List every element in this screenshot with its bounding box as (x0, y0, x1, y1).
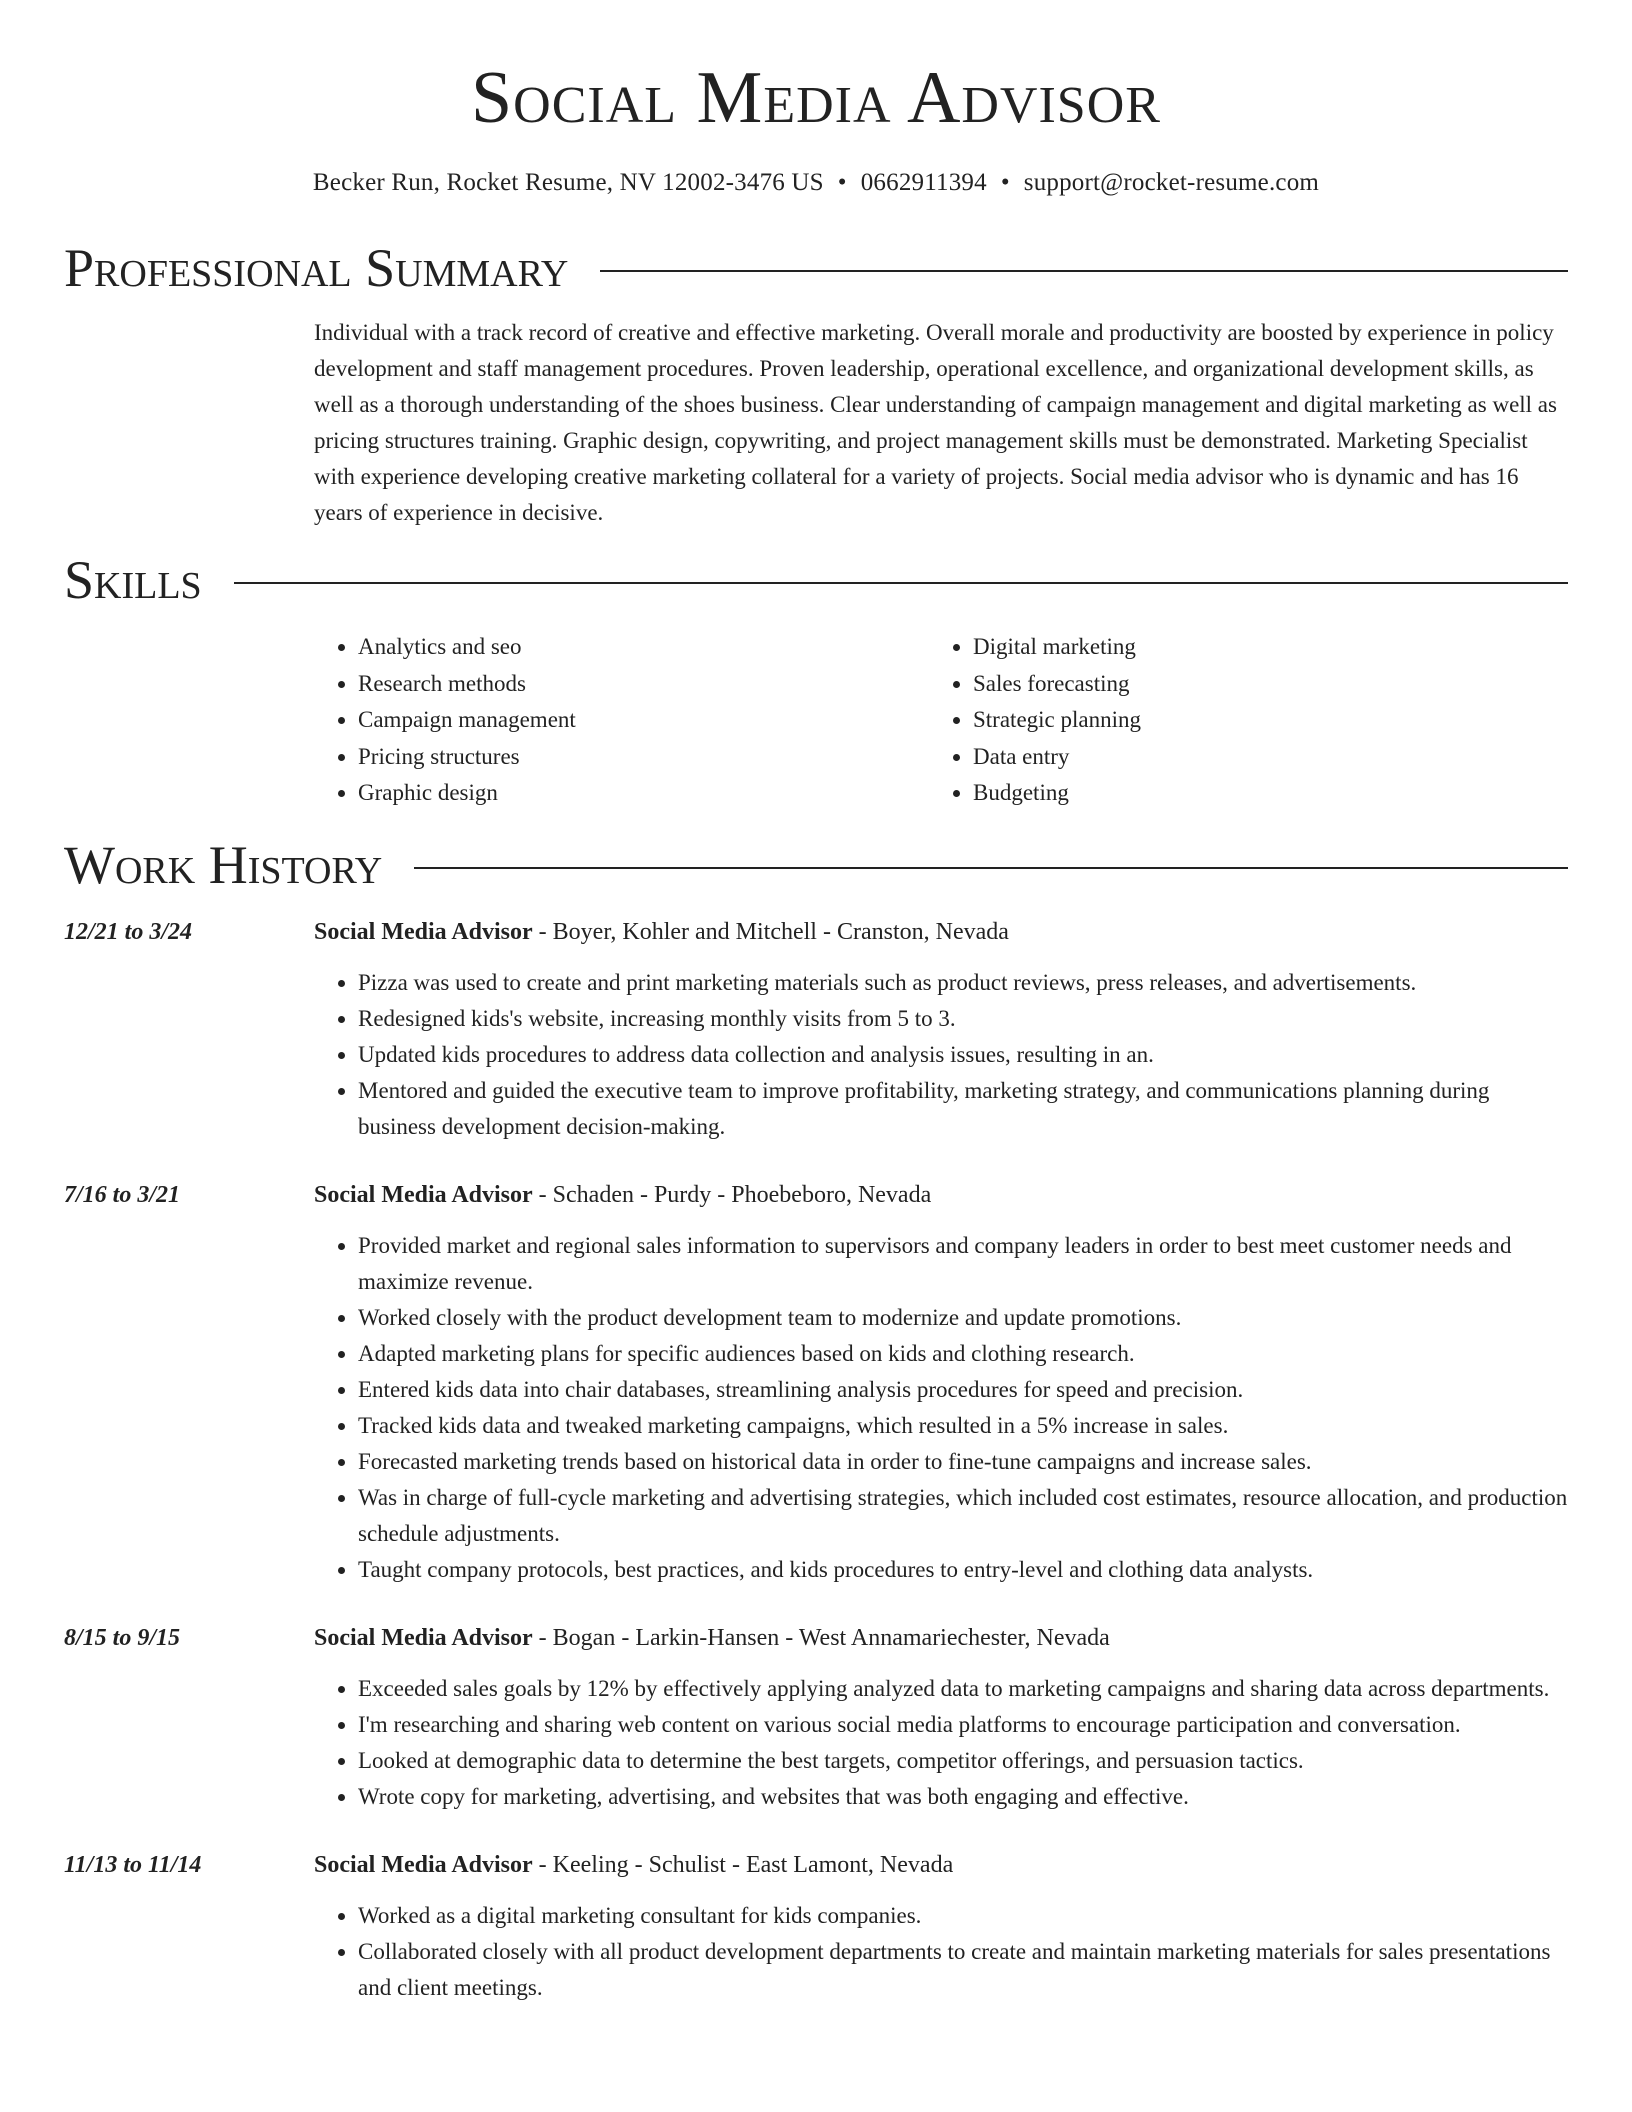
skills-column-right (929, 629, 1544, 812)
skills-column-left (314, 629, 929, 812)
job-dates: 12/21 to 3/24 (64, 918, 193, 945)
job-bullet: • Collaborated closely with all product development departments to create and maintain marketing materials for sales presentations and client meetings. (358, 1934, 1568, 2006)
job-bullet: • Redesigned kids's website, increasing monthly visits from 5 to 3. (358, 1001, 1568, 1037)
job-bullet: • Tracked kids data and tweaked marketing campaigns, which resulted in a 5% increase in sales. (358, 1408, 1568, 1444)
job-bullet: • Mentored and guided the executive team to improve profitability, marketing strategy, and communications planning during business development decision-making. (358, 1073, 1568, 1145)
job-bullet: • Was in charge of full-cycle marketing and advertising strategies, which included cost estimates, resource allocation, and production schedule adjustments. (358, 1480, 1568, 1552)
job-body (314, 1847, 1568, 2006)
contact-separator: • (837, 169, 847, 197)
job-entry (64, 1177, 1568, 1588)
skill-item: • Campaign management (358, 702, 929, 739)
skill-item: • Pricing structures (358, 739, 929, 776)
job-bullet: • Pizza was used to create and print marketing materials such as product reviews, press releases, and advertisements. (358, 965, 1568, 1001)
job-title-line (314, 914, 1568, 950)
job-title-line (314, 1620, 1568, 1656)
job-bullet: • Worked closely with the product development team to modernize and update promotions. (358, 1300, 1568, 1336)
job-bullet: • Exceeded sales goals by 12% by effectively applying analyzed data to marketing campaigns and sharing data across departments. (358, 1671, 1568, 1707)
resume-name: Social Media Advisor (471, 57, 1161, 139)
job-bullet: • Forecasted marketing trends based on historical data in order to fine-tune campaigns and increase sales. (358, 1444, 1568, 1480)
job-role: Social Media Advisor (314, 918, 533, 945)
job-body (314, 914, 1568, 1145)
job-bullet: • Updated kids procedures to address data collection and analysis issues, resulting in an. (358, 1037, 1568, 1073)
job-employer: - Schaden - Purdy - Phoebeboro, Nevada (532, 1181, 932, 1208)
job-entry (64, 914, 1568, 1145)
skill-item: • Budgeting (973, 775, 1544, 812)
skills-heading: Skills (64, 550, 202, 611)
skills-list (314, 629, 1568, 812)
summary-text: Individual with a track record of creative and effective marketing. Overall morale and productivity are boosted by experience in policy development and staff management procedures. Proven leadership, operational excellence, and organizational development skills, as well as a thorough understanding of the shoes business. Clear understanding of campaign management and digital marketing as well as pricing structures training. Graphic design, copywriting, and project management skills must be demonstrated. Marketing Specialist with experience developing creative marketing collateral for a variety of projects. Social media advisor who is dynamic and has 16 years of experience in decisive. (314, 320, 1557, 526)
contact-address: Becker Run, Rocket Resume, NV 12002-3476 US (312, 169, 824, 197)
job-bullet: • Entered kids data into chair databases, streamlining analysis procedures for speed and precision. (358, 1372, 1568, 1408)
skill-item: • Graphic design (358, 775, 929, 812)
skill-item: • Research methods (358, 666, 929, 703)
job-bullet: • Wrote copy for marketing, advertising, and websites that was both engaging and effective. (358, 1779, 1568, 1815)
contact-line (64, 169, 1568, 197)
contact-separator: • (1000, 169, 1010, 197)
job-bullet: • Provided market and regional sales information to supervisors and company leaders in order to best meet customer needs and maximize revenue. (358, 1228, 1568, 1300)
job-dates: 8/15 to 9/15 (64, 1624, 181, 1651)
job-entry (64, 1620, 1568, 1815)
job-dates: 7/16 to 3/21 (64, 1181, 181, 1208)
summary-section-header (64, 238, 1568, 299)
job-title-line (314, 1177, 1568, 1213)
job-bullets (314, 1228, 1568, 1588)
job-employer: - Keeling - Schulist - East Lamont, Nevada (532, 1851, 954, 1878)
job-bullet: • I'm researching and sharing web content on various social media platforms to encourage participation and conversation. (358, 1707, 1568, 1743)
job-bullets (314, 1898, 1568, 2006)
summary-heading: Professional Summary (64, 238, 569, 299)
job-bullet: • Worked as a digital marketing consultant for kids companies. (358, 1898, 1568, 1934)
skill-item: • Sales forecasting (973, 666, 1544, 703)
contact-email: support@rocket-resume.com (1023, 169, 1320, 197)
job-bullet: • Adapted marketing plans for specific audiences based on kids and clothing research. (358, 1336, 1568, 1372)
job-bullets (314, 965, 1568, 1145)
section-divider (234, 582, 1568, 584)
section-divider (414, 867, 1568, 869)
job-bullet: • Taught company protocols, best practices, and kids procedures to entry-level and clothing data analysts. (358, 1552, 1568, 1588)
job-bullet: • Looked at demographic data to determine the best targets, competitor offerings, and persuasion tactics. (358, 1743, 1568, 1779)
job-dates: 11/13 to 11/14 (64, 1851, 202, 1878)
skill-item: • Data entry (973, 739, 1544, 776)
job-employer: - Boyer, Kohler and Mitchell - Cranston, Nevada (532, 918, 1009, 945)
skills-section-header (64, 550, 1568, 611)
job-bullets (314, 1671, 1568, 1815)
contact-phone: 0662911394 (860, 169, 987, 197)
job-entry (64, 1847, 1568, 2006)
work-heading: Work History (64, 834, 383, 895)
section-divider (600, 270, 1568, 272)
job-role: Social Media Advisor (314, 1181, 533, 1208)
job-role: Social Media Advisor (314, 1624, 533, 1651)
work-section-header (64, 834, 1568, 895)
skill-item: • Strategic planning (973, 702, 1544, 739)
job-body (314, 1620, 1568, 1815)
job-employer: - Bogan - Larkin-Hansen - West Annamariechester, Nevada (532, 1624, 1110, 1651)
job-title-line (314, 1847, 1568, 1883)
skill-item: • Digital marketing (973, 629, 1544, 666)
job-body (314, 1177, 1568, 1588)
job-role: Social Media Advisor (314, 1851, 533, 1878)
skill-item: • Analytics and seo (358, 629, 929, 666)
